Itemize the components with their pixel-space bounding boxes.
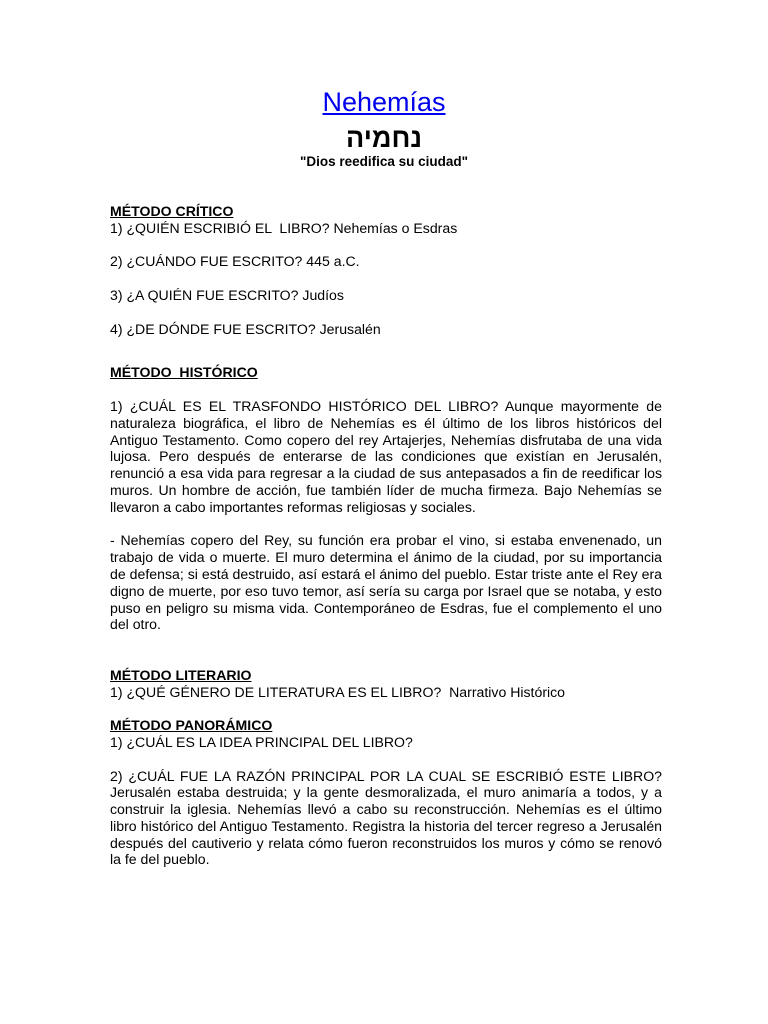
document-body — [110, 203, 662, 868]
paragraph-main-reason: 2) ¿CUÁL FUE LA RAZÓN PRINCIPAL POR LA CUAL SE ESCRIBIÓ ESTE LIBRO? Jerusalén estaba destruida; y la gente desmoralizada, el muro animaría a todos, y a construir la iglesia. Nehemías llevó a cabo su reconstrucción. Nehemías es el último libro histórico del Antiguo Testamento. Registra la historia del tercer regreso a Jerusalén después del cautiverio y relata cómo fueron reconstruidos los muros y cómo se renovó la fe del pueblo. — [110, 767, 662, 868]
question-place: 4) ¿DE DÓNDE FUE ESCRITO? Jerusalén — [110, 320, 381, 337]
paragraph-historical-background: 1) ¿CUÁL ES EL TRASFONDO HISTÓRICO DEL LIBRO? Aunque mayormente de naturaleza biográfica, el libro de Nehemías es él último de los libros históricos del Antiguo Testamento. Como copero del rey Artajerjes, Nehemías disfrutaba de una vida lujosa. Pero después de enterarse de las condiciones que existían en Jerusalén, renunció a esa vida para regresar a la ciudad de sus antepasados a fin de reedificar los muros. Un hombre de acción, fue también líder de mucha firmeza. Bajo Nehemías se llevaron a cabo importantes reformas religiosas y sociales. — [110, 397, 662, 515]
section-heading-panoramico: MÉTODO PANORÁMICO — [110, 717, 273, 734]
page-title-link[interactable]: Nehemías — [322, 87, 446, 117]
section-heading-historico: MÉTODO HISTÓRICO — [110, 364, 258, 381]
paragraph-nehemiah-copero: - Nehemías copero del Rey, su función era probar el vino, si estaba envenenado, un trabajo de vida o muerte. El muro determina el ánimo de la ciudad, por su importancia de defensa; si está destruido, así estará el ánimo del pueblo. Estar triste ante el Rey era digno de muerte, por eso tuvo temor, así sería su carga por Israel que se notaba, y esto puso en peligro su misma vida. Contemporáneo de Esdras, fue el complemento el uno del otro. — [110, 532, 662, 633]
question-audience: 3) ¿A QUIÉN FUE ESCRITO? Judíos — [110, 286, 344, 303]
question-genre: 1) ¿QUÉ GÉNERO DE LITERATURA ES EL LIBRO? Narrativo Histórico — [110, 683, 566, 700]
question-date: 2) ¿CUÁNDO FUE ESCRITO? 445 a.C. — [110, 253, 360, 270]
page-subtitle: "Dios reedifica su ciudad" — [299, 154, 469, 169]
section-heading-critico: MÉTODO CRÍTICO — [110, 203, 234, 219]
question-main-idea: 1) ¿CUÁL ES LA IDEA PRINCIPAL DEL LIBRO? — [110, 733, 413, 750]
hebrew-title: נחמיה — [345, 123, 422, 153]
section-heading-literario: MÉTODO LITERARIO — [110, 666, 252, 683]
question-author: 1) ¿QUIÉN ESCRIBIÓ EL LIBRO? Nehemías o Esdras — [110, 219, 458, 236]
